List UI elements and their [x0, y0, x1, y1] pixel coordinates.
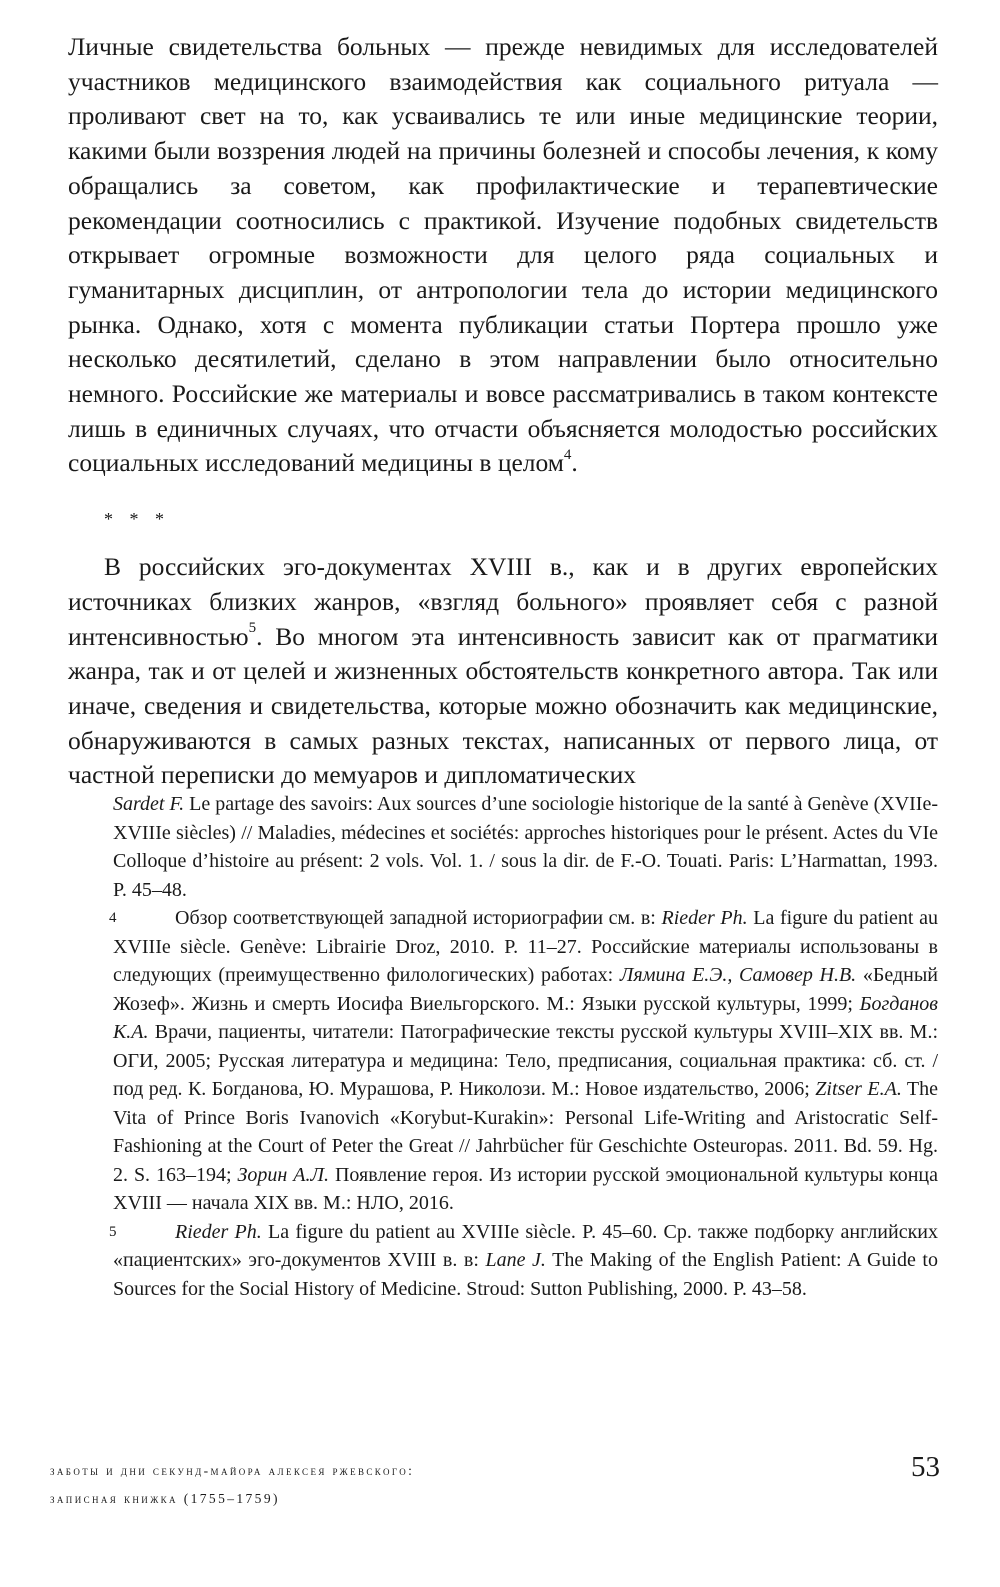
footnote-4-text: [113, 904, 938, 1218]
footnote-5-text: [113, 1218, 938, 1304]
footnote-author: Zitser E.A.: [815, 1078, 902, 1100]
footnote-author: Rieder Ph.: [661, 907, 748, 929]
footnote-text: The Making of the English Patient: A Guide to Sources for the Social History of Medicine. Stroud: Sutton Publishing, 2000. P. 43–58.: [113, 1249, 938, 1300]
footnote-author: Sardet F.: [113, 793, 185, 815]
page-number: 53: [911, 1451, 940, 1483]
footnote-number: 4: [109, 910, 117, 926]
footnote-text: La figure du patient au XVIIIe siècle. P. 45–60. Ср. также подборку английских «пациентских» эго-документов XVIII в. в:: [113, 1220, 938, 1271]
footnote-ref-4[interactable]: 4: [563, 446, 572, 463]
footnote-author: Лямина Е.Э., Самовер Н.В.: [619, 964, 857, 986]
footnote-text: The Vita of Prince Boris Ivanovich «Korybut-Kurakin»: Personal Life-Writing and Aristocratic Self-Fashioning at the Court of Peter the Great // Jahrbücher für Geschichte Osteuropas. 2011. Bd. 59. Hg. 2. S. 163–194;: [113, 1078, 938, 1186]
footnote-text: Врачи, пациенты, читатели: Патографические тексты русской культуры XVIII–XIX вв. М.: ОГИ, 2005; Русская литература и медицина: Тело, предписания, социальная практика: сб. ст. / под ред. К. Богданова, Ю. Мурашова, Р. Николози. М.: Новое издательство, 2006;: [113, 1021, 938, 1100]
paragraph-1-text: Личные свидетельства больных — прежде невидимых для исследователей участников медицинского взаимодействия как социального ритуала — проливают свет на то, как усваивались те или иные медицинские теории, какими были воззрения людей на причины болезней и способы лечения, к кому обращались за советом, как профилактические и терапевтические рекомендации соотносились с практикой. Изучение подобных свидетельств открывает огромные возможности для целого ряда социальных и гуманитарных дисциплин, от антропологии тела до истории медицинского рынка. Однако, хотя с момента публикации статьи Портера прошло уже несколько десятилетий, сделано в этом направлении было относительно немного. Российские же материалы и вовсе рассматривались в таком контексте лишь в единичных случаях, что отчасти объясняется молодостью российских социальных исследований медицины в целом: [68, 32, 938, 478]
paragraph-2-text-a: В российских эго-документах XVIII в., как и в других европейских источниках близких жанров, «взгляд больного» проявляет себя с разной интенсивностью: [68, 552, 938, 651]
footnote-text: La figure du patient au XVIIIe siècle. Genève: Librairie Droz, 2010. P. 11–27. Российские материалы использованы в следующих (преимущественно филологических) работах:: [113, 907, 938, 986]
footnote-text: «Бедный Жозеф». Жизнь и смерть Иосифа Виельгорского. М.: Языки русской культуры, 1999;: [113, 964, 938, 1015]
footnote-author: Rieder Ph.: [175, 1220, 262, 1243]
footer-book-subtitle: записная книжка (1755–1759): [50, 1491, 280, 1506]
footnote-4: [109, 904, 938, 1218]
paragraph-2-text-b: . Во многом эта интенсивность зависит как от прагматики жанра, так и от целей и жизненных обстоятельств конкретного автора. Так или иначе, сведения и свидетельства, которые можно обозначить как медицинские, обнаруживаются в самых разных текстах, написанных от первого лица, от частной переписки до мемуаров и дипломатических: [68, 621, 938, 790]
main-text: [68, 30, 938, 793]
footnote-author: Lane J.: [485, 1249, 546, 1271]
section-separator: * * *: [104, 509, 170, 530]
footnote-5: [109, 1218, 938, 1304]
footnote-continuation: [113, 790, 938, 904]
footnote-text: Появление героя. Из истории русской эмоциональной культуры конца XVIII — начала XIX вв. М.: НЛО, 2016.: [113, 1163, 938, 1214]
running-footer: [50, 1457, 414, 1513]
footnote-ref-5[interactable]: 5: [248, 620, 257, 637]
footnote-text: Le partage des savoirs: Aux sources d’une sociologie historique de la santé à Genève (XVIIe-XVIIIe siècles) // Maladies, médecines et sociétés: approches historiques pour le présent. Actes du VIe Colloque d’histoire au présent: 2 vols. Vol. 1. / sous la dir. de F.-O. Touati. Paris: L’Harmattan, 1993. P. 45–48.: [113, 793, 938, 901]
paragraph-2: [68, 550, 938, 793]
footnote-author: Зорин А.Л.: [237, 1163, 330, 1186]
footnotes: [109, 790, 938, 1303]
footnote-text: Обзор соответствующей западной историографии см. в:: [175, 907, 662, 929]
footnote-number: 5: [109, 1223, 117, 1240]
paragraph-1: Личные свидетельства больных — прежде невидимых для исследователей участников медицинского взаимодействия как социального ритуала — проливают свет на то, как усваивались те или иные медицинские теории, какими были воззрения людей на причины болезней и способы лечения, к кому обращались за советом, как профилактические и терапевтические рекомендации соотносились с практикой. Изучение подобных свидетельств открывает огромные возможности для целого ряда социальных и гуманитарных дисциплин, от антропологии тела до истории медицинского рынка. Однако, хотя с момента публикации статьи Портера прошло уже несколько десятилетий, сделано в этом направлении было относительно немного. Российские же материалы и вовсе рассматривались в таком контексте лишь в единичных случаях, что отчасти объясняется молодостью российских социальных исследований медицины в целом$^4$.: [68, 32, 938, 478]
footnote-author: Богданов К.А.: [113, 992, 938, 1043]
footer-book-title: заботы и дни секунд-майора алексея ржевского:: [50, 1463, 415, 1478]
